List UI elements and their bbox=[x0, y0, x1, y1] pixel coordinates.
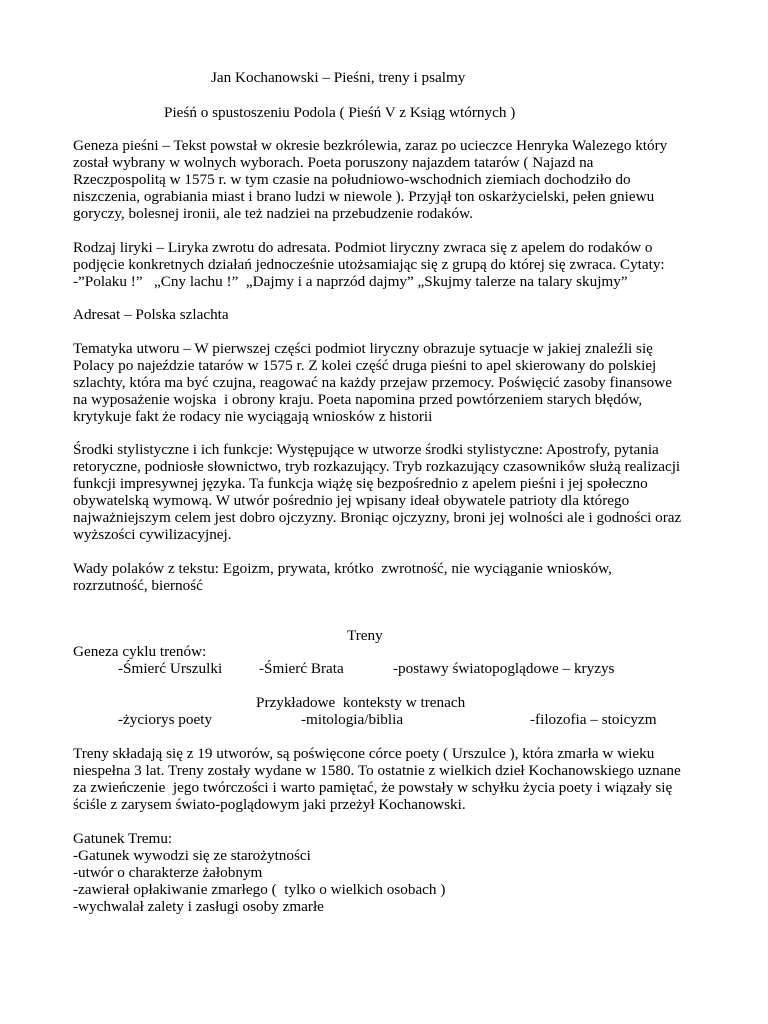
stylistic-devices-paragraph-line: Środki stylistyczne i ich funkcje: Występujące w utworze środki stylistyczne: Apostrofy, pytania bbox=[73, 441, 659, 458]
document-title: Jan Kochanowski – Pieśni, treny i psalmy bbox=[211, 69, 466, 86]
theme-paragraph-line: na wyposażenie wojska i obrony kraju. Poeta napomina przed powtórzeniem starych błędów, bbox=[73, 391, 643, 408]
treny-heading: Treny bbox=[347, 627, 383, 644]
lyric-type-paragraph-line: podjęcie konkretnych działań jednocześnie utożsamiając się z grupą do której się zwraca. Cytaty: bbox=[73, 256, 665, 273]
quotes-line: -”Polaku !” „Cny lachu !” „Dajmy i a naprzód dajmy” „Skujmy talerze na talary skujmy” bbox=[73, 273, 628, 290]
treny-context-item: -filozofia – stoicyzm bbox=[530, 711, 657, 728]
stylistic-devices-paragraph-line: retoryczne, podniosłe słownictwo, tryb rozkazujący. Tryb rozkazujący czasowników służą realizacji bbox=[73, 458, 681, 475]
treny-genesis-item: -Śmierć Brata bbox=[259, 660, 344, 677]
treny-paragraph-line: ściśle z zarysem świato-poglądowym jaki przeżył Kochanowski. bbox=[73, 796, 466, 813]
genesis-paragraph-line: Geneza pieśni – Tekst powstał w okresie bezkrólewia, zaraz po ucieczce Henryka Walezego który bbox=[73, 137, 668, 154]
flaws-paragraph-line: Wady polaków z tekstu: Egoizm, prywata, krótko zwrotność, nie wyciąganie wniosków, bbox=[73, 560, 612, 577]
flaws-paragraph-line: rozrzutność, bierność bbox=[73, 577, 203, 594]
treny-paragraph-line: za zwieńczenie jego twórczości i warto pamiętać, że powstały w schyłku życia poety i wiązały się bbox=[73, 779, 673, 796]
stylistic-devices-paragraph-line: funkcji impresywnej języka. Ta funkcja wiążę się bezpośrednio z apelem pieśni i jej społeczno bbox=[73, 475, 648, 492]
genesis-paragraph-line: Rzeczpospolitą w 1575 r. w tym czasie na południowo-wschodnich ziemiach dochodziło do bbox=[73, 171, 631, 188]
genesis-paragraph-line: goryczy, bolesnej ironii, ale też nadziei na przebudzenie rodaków. bbox=[73, 205, 473, 222]
genre-heading: Gatunek Tremu: bbox=[73, 830, 173, 847]
treny-paragraph-line: Treny składają się z 19 utworów, są poświęcone córce poety ( Urszulce ), która zmarła w wieku bbox=[73, 745, 655, 762]
genre-list-item: -utwór o charakterze żałobnym bbox=[73, 864, 263, 881]
genre-list-item: -Gatunek wywodzi się ze starożytności bbox=[73, 847, 311, 864]
theme-paragraph-line: Polacy po najeździe tatarów w 1575 r. Z kolei część druga pieśni to apel skierowany do polskiej bbox=[73, 357, 657, 374]
stylistic-devices-paragraph-line: wyższości cywilizacyjnej. bbox=[73, 526, 232, 543]
genesis-paragraph-line: niszczenia, ograbiania miast i brano ludzi w niewole ). Przyjął ton oskarżycielski, pełen gniewu bbox=[73, 188, 655, 205]
stylistic-devices-paragraph-line: najważniejszym celem jest dobro ojczyzny. Broniąc ojczyzny, broni jej wolności ale i godności oraz bbox=[73, 509, 682, 526]
treny-genesis-item: -Śmierć Urszulki bbox=[118, 660, 223, 677]
addressee-line: Adresat – Polska szlachta bbox=[73, 306, 229, 323]
document-subtitle: Pieśń o spustoszeniu Podola ( Pieśń V z Ksiąg wtórnych ) bbox=[164, 104, 516, 121]
genesis-paragraph-line: został wybrany w wolnych wyborach. Poeta poruszony najazdem tatarów ( Najazd na bbox=[73, 154, 594, 171]
treny-genesis-item: -postawy światopoglądowe – kryzys bbox=[393, 660, 615, 677]
treny-contexts-heading: Przykładowe konteksty w trenach bbox=[256, 694, 466, 711]
lyric-type-paragraph-line: Rodzaj liryki – Liryka zwrotu do adresata. Podmiot liryczny zwraca się z apelem do rodaków o bbox=[73, 239, 653, 256]
treny-paragraph-line: niespełna 3 lat. Treny zostały wydane w 1580. To ostatnie z wielkich dzieł Kochanowskiego uznane bbox=[73, 762, 681, 779]
genre-list-item: -zawierał opłakiwanie zmarłego ( tylko o wielkich osobach ) bbox=[73, 881, 446, 898]
treny-genesis-label: Geneza cyklu trenów: bbox=[73, 643, 207, 660]
theme-paragraph-line: Tematyka utworu – W pierwszej części podmiot liryczny obrazuje sytuacje w jakiej znaleźli się bbox=[73, 340, 653, 357]
genre-list-item: -wychwalał zalety i zasługi osoby zmarłe bbox=[73, 898, 324, 915]
treny-context-item: -życiorys poety bbox=[118, 711, 213, 728]
theme-paragraph-line: szlachty, która ma być czujna, reagować na każdy przejaw przemocy. Poświęcić zasoby finansowe bbox=[73, 374, 672, 391]
stylistic-devices-paragraph-line: obywatelską wymową. W utwór pośrednio jej wpisany ideał obywatele patrioty dla którego bbox=[73, 492, 630, 509]
treny-context-item: -mitologia/biblia bbox=[301, 711, 404, 728]
theme-paragraph-line: krytykuje fakt że rodacy nie wyciągają wniosków z historii bbox=[73, 408, 433, 425]
